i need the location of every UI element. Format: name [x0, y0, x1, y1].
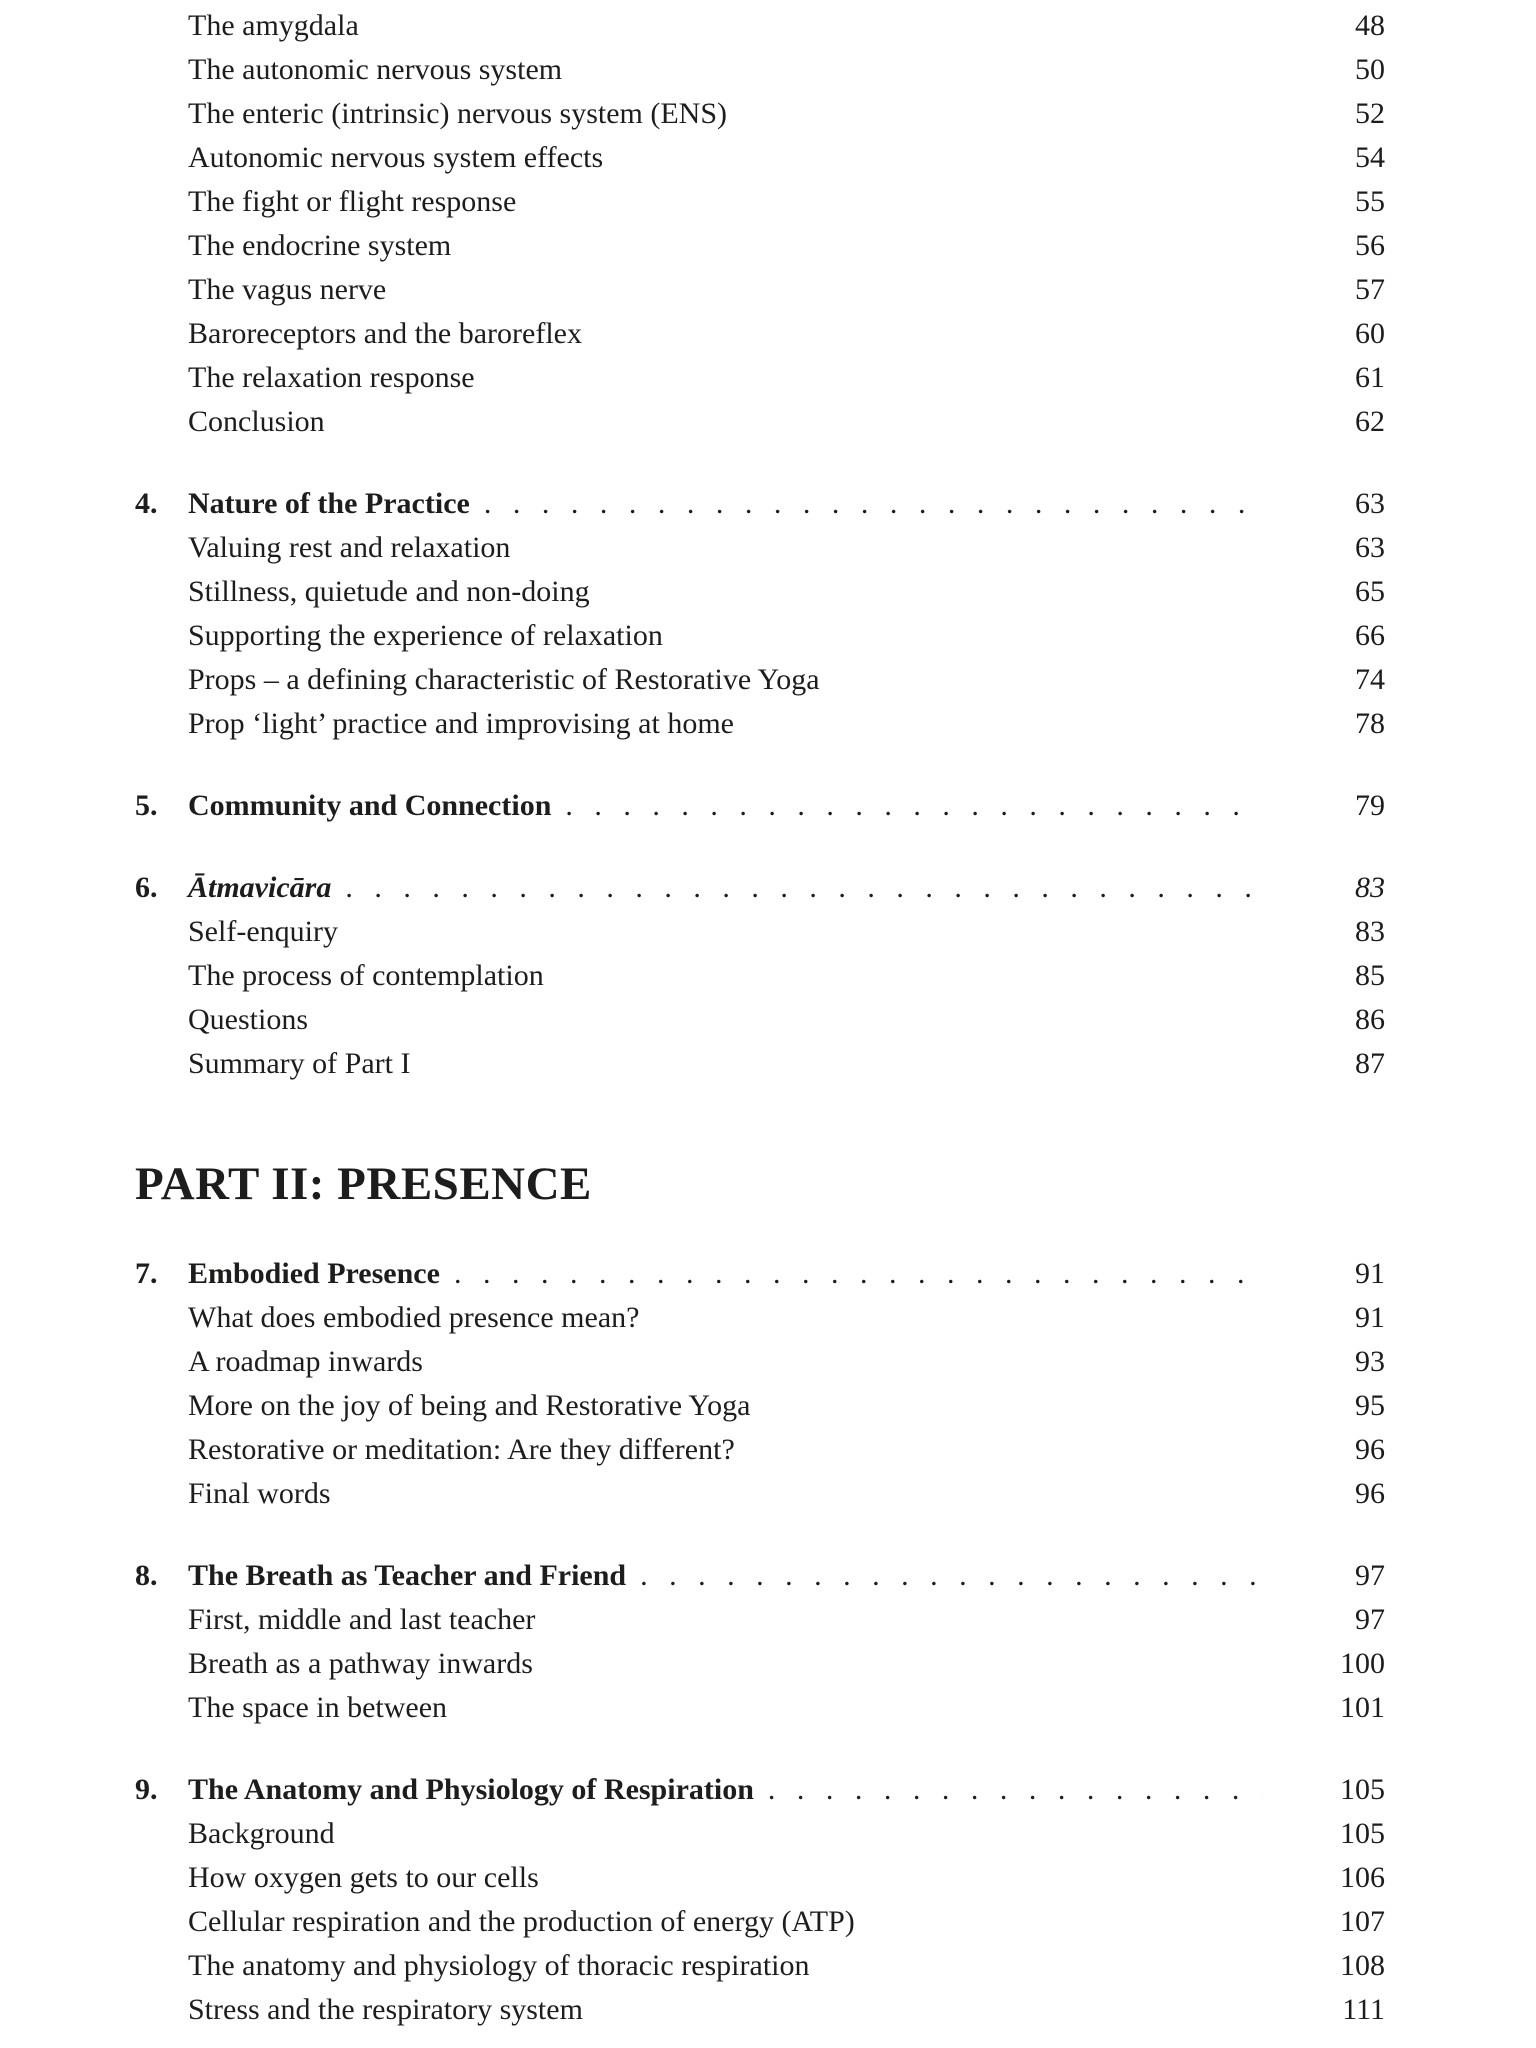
page-number: 55: [1355, 185, 1385, 218]
subentry-title: Valuing rest and relaxation: [188, 531, 511, 564]
subentry-title: Autonomic nervous system effects: [188, 141, 604, 174]
toc-subentry: [188, 570, 1385, 614]
subentry-title: Cellular respiration and the production of energy (ATP): [188, 1905, 855, 1938]
dot-leader: [640, 1554, 1263, 1598]
toc-subentry: [188, 910, 1385, 954]
chapter-number: 5.: [135, 789, 158, 822]
toc-subentry: [188, 268, 1385, 312]
page-number: 85: [1355, 959, 1385, 992]
toc-subentry: [188, 1856, 1385, 1900]
chapter-number: 7.: [135, 1257, 158, 1290]
subentry-title: Final words: [188, 1477, 331, 1510]
toc-subentry: [188, 136, 1385, 180]
chapter-title: Ātmavicāra: [188, 871, 332, 904]
subentry-title: A roadmap inwards: [188, 1345, 423, 1378]
chapter-number: 4.: [135, 487, 158, 520]
subentry-title: The relaxation response: [188, 361, 475, 394]
page-number: 91: [1355, 1257, 1385, 1290]
subentry-title: Supporting the experience of relaxation: [188, 619, 663, 652]
page-number: 65: [1355, 575, 1385, 608]
dot-leader: [454, 1252, 1263, 1296]
toc-chapter-entry: [135, 866, 1385, 910]
toc-subentry: [188, 1428, 1385, 1472]
toc-chapter-entry: [135, 784, 1385, 828]
toc-subentry: [188, 1384, 1385, 1428]
subentry-title: Background: [188, 1817, 335, 1850]
toc-chapter-entry: [135, 482, 1385, 526]
page-number: 93: [1355, 1345, 1385, 1378]
toc-subentry: [188, 1598, 1385, 1642]
page-number: 100: [1340, 1647, 1385, 1680]
dot-leader: [768, 1768, 1263, 1812]
page-number: 50: [1355, 53, 1385, 86]
toc-subentry: [188, 356, 1385, 400]
page-number: 83: [1355, 915, 1385, 948]
subentry-title: The space in between: [188, 1691, 448, 1724]
page-number: 111: [1342, 1993, 1385, 2026]
chapter-group: [135, 784, 1385, 828]
subentry-title: Questions: [188, 1003, 308, 1036]
subentry-title: The fight or flight response: [188, 185, 517, 218]
toc-subentry: [188, 1988, 1385, 2032]
page-number: 63: [1355, 487, 1385, 520]
toc-subentry: [188, 1812, 1385, 1856]
subentry-title: More on the joy of being and Restorative Yoga: [188, 1389, 751, 1422]
dot-leader: [345, 866, 1263, 910]
subentry-title: Restorative or meditation: Are they different?: [188, 1433, 735, 1466]
chapter-group: [135, 482, 1385, 746]
subentry-title: Conclusion: [188, 405, 325, 438]
page-number: 52: [1355, 97, 1385, 130]
toc-chapter-entry: [135, 1768, 1385, 1812]
subentry-title: The autonomic nervous system: [188, 53, 563, 86]
page-number: 97: [1355, 1603, 1385, 1636]
page-number: 54: [1355, 141, 1385, 174]
toc-chapter-entry: [135, 1554, 1385, 1598]
toc-subentry: [188, 1642, 1385, 1686]
page-number: 79: [1355, 789, 1385, 822]
toc-subentry: [188, 1900, 1385, 1944]
subentry-title: Baroreceptors and the baroreflex: [188, 317, 582, 350]
toc-subentry: [188, 1340, 1385, 1384]
subentry-title: The enteric (intrinsic) nervous system (ENS): [188, 97, 728, 130]
toc-subentry: [188, 4, 1385, 48]
toc-subentry: [188, 180, 1385, 224]
subentry-title: The anatomy and physiology of thoracic respiration: [188, 1949, 810, 1982]
page-number: 78: [1355, 707, 1385, 740]
chapter-title: The Anatomy and Physiology of Respiration: [188, 1773, 754, 1806]
page-number: 96: [1355, 1477, 1385, 1510]
page-number: 97: [1355, 1559, 1385, 1592]
page-number: 87: [1355, 1047, 1385, 1080]
toc-subentry: [188, 92, 1385, 136]
chapter-group: [135, 1252, 1385, 1516]
toc-subentry: [188, 1042, 1385, 1086]
subentry-title: Breath as a pathway inwards: [188, 1647, 533, 1680]
subentry-title: Self-enquiry: [188, 915, 338, 948]
page-number: 106: [1340, 1861, 1385, 1894]
toc-subentry: [188, 1944, 1385, 1988]
subentry-title: The vagus nerve: [188, 273, 387, 306]
page-number: 62: [1355, 405, 1385, 438]
chapter-group: [135, 1768, 1385, 2032]
subentry-title: How oxygen gets to our cells: [188, 1861, 539, 1894]
toc-subentry: [188, 48, 1385, 92]
page-number: 108: [1340, 1949, 1385, 1982]
page-number: 91: [1355, 1301, 1385, 1334]
toc-subentry: [188, 658, 1385, 702]
toc-chapter-entry: [135, 1252, 1385, 1296]
chapter-number: 6.: [135, 871, 158, 904]
dot-leader: [484, 482, 1263, 526]
page-number: 74: [1355, 663, 1385, 696]
page-number: 105: [1340, 1773, 1385, 1806]
page-number: 107: [1340, 1905, 1385, 1938]
page-number: 63: [1355, 531, 1385, 564]
chapter-number: 9.: [135, 1773, 158, 1806]
page-number: 60: [1355, 317, 1385, 350]
chapter-title: Embodied Presence: [188, 1257, 440, 1290]
page-number: 101: [1340, 1691, 1385, 1724]
chapter-title: Nature of the Practice: [188, 487, 470, 520]
toc-subentry: [188, 702, 1385, 746]
toc-subentry: [188, 1686, 1385, 1730]
page-number: 57: [1355, 273, 1385, 306]
toc-subentry: [188, 1296, 1385, 1340]
page-number: 105: [1340, 1817, 1385, 1850]
toc-subentry: [188, 312, 1385, 356]
toc-subentry: [188, 998, 1385, 1042]
page-number: 56: [1355, 229, 1385, 262]
toc-subentry: [188, 614, 1385, 658]
chapter-group: [135, 1554, 1385, 1730]
table-of-contents: [135, 4, 1385, 2032]
toc-subentry: [188, 526, 1385, 570]
dot-leader: [565, 784, 1263, 828]
subentry-title: Stress and the respiratory system: [188, 1993, 583, 2026]
toc-subentry: [188, 954, 1385, 998]
subentry-title: What does embodied presence mean?: [188, 1301, 640, 1334]
part-heading: PART II: PRESENCE: [135, 1158, 592, 1210]
subentry-title: The amygdala: [188, 9, 359, 42]
chapter-number: 8.: [135, 1559, 158, 1592]
page-number: 61: [1355, 361, 1385, 394]
toc-subentry: [188, 1472, 1385, 1516]
toc-subentry: [188, 224, 1385, 268]
chapter-group: [135, 866, 1385, 1086]
page-number: 95: [1355, 1389, 1385, 1422]
subentry-title: Props – a defining characteristic of Restorative Yoga: [188, 663, 820, 696]
toc-subentry: [188, 400, 1385, 444]
page-number: 83: [1355, 871, 1385, 904]
subentry-title: Prop ‘light’ practice and improvising at home: [188, 707, 734, 740]
subentry-title: The endocrine system: [188, 229, 452, 262]
subentry-title: Summary of Part I: [188, 1047, 411, 1080]
page-number: 66: [1355, 619, 1385, 652]
chapter-title: The Breath as Teacher and Friend: [188, 1559, 627, 1592]
page-number: 48: [1355, 9, 1385, 42]
subentry-title: First, middle and last teacher: [188, 1603, 536, 1636]
subentry-title: Stillness, quietude and non-doing: [188, 575, 590, 608]
page-number: 86: [1355, 1003, 1385, 1036]
continued-subitem-group: [188, 4, 1385, 444]
page-number: 96: [1355, 1433, 1385, 1466]
chapter-title: Community and Connection: [188, 789, 552, 822]
subentry-title: The process of contemplation: [188, 959, 544, 992]
